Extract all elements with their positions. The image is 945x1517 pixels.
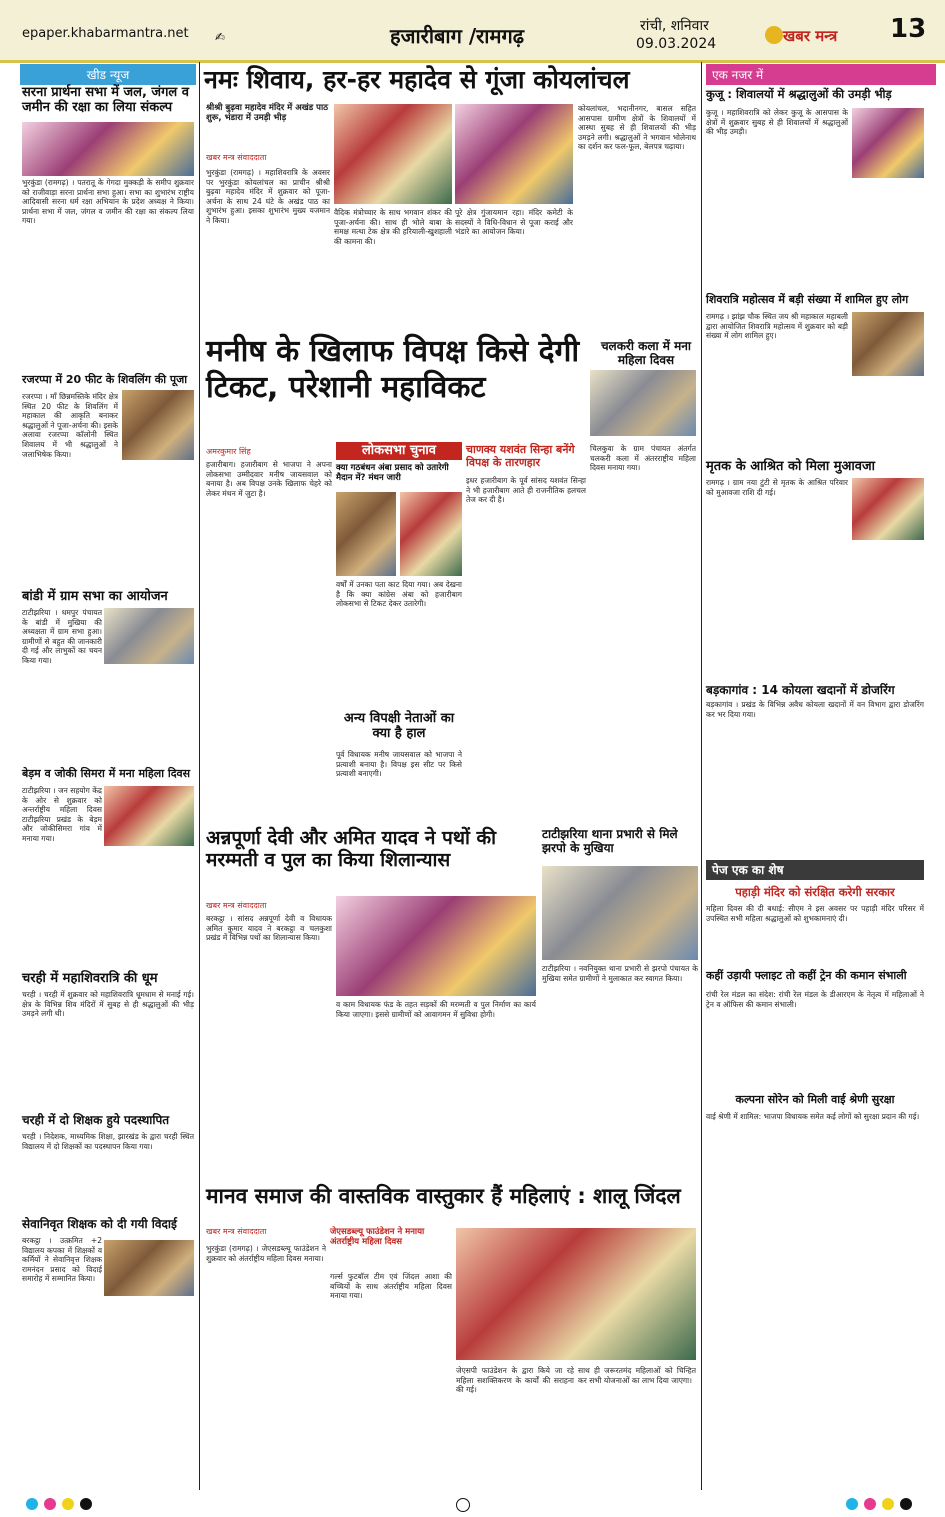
city-title: हजारीबाग /रामगढ़ [390, 24, 524, 48]
left-photo-1 [22, 122, 194, 176]
page-number: 13 [890, 14, 927, 44]
registration-mark-icon [456, 1498, 470, 1512]
right-body-7: वाई श्रेणी में शामिल: भाजपा विधायक समेत कई लोगों को सुरक्षा प्रदान की गई। [706, 1112, 920, 1121]
right-headline-5: पहाड़ी मंदिर को संरक्षित करेगी सरकार [735, 885, 895, 899]
color-registration-footer [0, 1490, 945, 1517]
lead-body-2: वैदिक मंत्रोच्चार के साथ भगवान शंकर की पूजा-अर्चना की। साथ ही भोले बाबा के समक्ष मत्था टेक क्षेत्र की हरियाली-खुशहाली की कामना की। [334, 208, 452, 246]
right-photo-2 [852, 312, 924, 376]
left-headline-1: सरना प्रार्थना सभा में जल, जंगल व जमीन की रक्षा का लिया संकल्प [22, 85, 189, 115]
right-headline-1: कुजू : शिवालयों में श्रद्धालुओं की उमड़ी भीड़ [706, 87, 892, 101]
section-label: खीड न्यूज [20, 64, 196, 85]
lead-body-1: भुरकुंडा (रामगढ़) । महाशिवरात्रि के अवसर पर भुरकुंडा कोयलांचल का प्राचीन श्रीश्री बुढ़वा महादेव मंदिर में शुक्रवार को पूजा-अर्चना के साथ 24 घंटे के अखंड पाठ का शुभारंभ हुआ। इसका शुभारंभ मुख्य यजमान ने किया। [206, 168, 330, 225]
right-body-1: कुजू । महाशिवरात्रि को लेकर कुजू के आसपास के क्षेत्रों में शुक्रवार सुबह से ही शिवालयों में श्रद्धालुओं की भीड़ उमड़ी। [706, 108, 848, 137]
chalkari-body: चिलकुवा के ग्राम पंचायत अंतर्गत चलकरी कला में अंतरराष्ट्रीय महिला दिवस मनाया गया। [590, 444, 696, 473]
right-headline-2: शिवरात्रि महोत्सव में बड़ी संख्या में शामिल हुए लोग [706, 293, 909, 306]
lead-byline: खबर मन्त्र संवाददाता [206, 153, 267, 162]
left-headline-6: चरही में दो शिक्षक हुये पदस्थापित [22, 1113, 170, 1127]
election-body-2: वर्षों में उनका पता काट दिया गया। अब देखना है कि क्या कांग्रेस अंबा को हजारीबाग लोकसभा से टिकट देकर उतारेगी। [336, 580, 462, 609]
left-body-5: चरही । चरही में शुक्रवार को महाशिवरात्रि धूमधाम से मनाई गई। क्षेत्र के विभिन्न शिव मंदिरों में सुबह से ही श्रद्धालुओं की भीड़ उमड़ने लगी थी। [22, 990, 194, 1019]
left-body-6: चरही । निदेशक, माध्यमिक शिक्षा, झारखंड के द्वारा चरही स्थित विद्यालय में दो शिक्षकों का पदस्थापन किया गया। [22, 1132, 194, 1151]
cursor-icon: ✍ [215, 30, 226, 44]
left-body-3: टाटीझरिया । धमपुर पंचायत के बांडी में मुखिया की अध्यक्षता में ग्राम सभा हुआ। ग्रामीणों से बहुत की जानकारी दी गई और लाभुकों का चयन किया गया। [22, 608, 102, 665]
issue-date: 09.03.2024 [636, 36, 717, 52]
place-day: रांची, शनिवार [640, 18, 709, 34]
candidate-photo-2 [400, 492, 462, 576]
tatijhariya-headline: टाटीझरिया थाना प्रभारी से मिले झरपो के मुखिया [542, 827, 678, 855]
candidate-photo-1 [336, 492, 396, 576]
right-body-2: रामगढ़ । झांझ चौक स्थित जय श्री महाकाल महाबली द्वारा आयोजित शिवरात्रि महोत्सव में शुक्रवार को बड़ी संख्या में लोग शामिल हुए। [706, 312, 848, 341]
at-a-glance-tag: एक नजर में [706, 64, 936, 85]
right-photo-1 [852, 108, 924, 178]
left-headline-4: बेड़म व जोकी सिमरा में मना महिला दिवस [22, 767, 191, 780]
manav-headline: मानव समाज की वास्तविक वास्तुकार हैं महिलाएं : शालू जिंदल [206, 1184, 681, 1208]
manav-body-2: गर्ल्स फुटबॉल टीम एवं जिंदल आशा की बच्चियों के साथ अंतर्राष्ट्रीय महिला दिवस मनाया गया। [330, 1272, 452, 1301]
magenta-dot-icon [44, 1498, 56, 1510]
column-divider [199, 62, 200, 1490]
left-headline-5: चरही में महाशिवरात्रि की धूम [22, 971, 158, 986]
brand-logo-icon [765, 26, 783, 44]
main-headline: मनीष के खिलाफ विपक्ष किसे देगी टिकट, परेशानी महाविकट [206, 334, 580, 405]
magenta-dot-icon [864, 1498, 876, 1510]
left-body-4: टाटीझरिया । जन सहयोग केंद्र के ओर से शुक्रवार को अन्तर्राष्ट्रीय महिला दिवस टाटीझरिया प्रखंड के बेड़म और जोकीसिमरा गांव में मनाया गया। [22, 786, 102, 843]
continued-bar: पेज एक का शेष [706, 860, 924, 880]
left-body-2: रजरप्पा । माँ छिन्नमस्तिके मंदिर क्षेत्र स्थित 20 फीट के शिवलिंग में महाकाल की आकृति बनाकर श्रद्धालुओं ने पूजा-अर्चना की। इसके अलावा रजरप्पा कॉलोनी स्थित शिवालय में भी श्रद्धालुओं ने जलाभिषेक किया। [22, 392, 118, 459]
left-body-7: बरकट्ठा । उत्क्रमित +2 विद्यालय कपका में शिक्षकों व कर्मियों ने सेवानिवृत्त शिक्षक रामनंदन प्रसाद को विदाई समारोह में सम्मानित किया। [22, 1236, 102, 1284]
black-dot-icon [900, 1498, 912, 1510]
manav-subhead: जेएसडब्ल्यू फाउंडेशन ने मनाया अंतर्राष्ट्रीय महिला दिवस [330, 1227, 425, 1247]
annapurna-byline: खबर मन्त्र संवाददाता [206, 901, 267, 910]
right-headline-7: कल्पना सोरेन को मिली वाई श्रेणी सुरक्षा [735, 1093, 895, 1106]
column-divider-right [701, 62, 702, 1490]
lead-headline: नमः शिवाय, हर-हर महादेव से गूंजा कोयलांचल [204, 65, 630, 94]
lead-body-4: कोयलांचल, भदानीनगर, बासल सहित आसपास ग्रामीण क्षेत्रों के शिवालयों में आस्था सुबह से ही शिवालयों की भीड़ उमड़ने लगी। श्रद्धालुओं ने भगवान भोलेनाथ का दर्शन कर फल-फूल, बेलपत्र चढ़ाया। [578, 104, 696, 152]
left-body-1: भुरकुंडा (रामगढ़) । पतरातू के गेगदा मुक्कड़ी के समीप शुक्रवार को राजीवाड़ा सरना प्रार्थना सभा हुआ। सभा का शुभारंभ राष्ट्रीय आदिवासी सरना धर्म रक्षा अभियान के प्रदेश अध्यक्ष ने किया। प्रार्थना सभा में जल, जंगल व जमीन की रक्षा का संकल्प लिया गया। [22, 178, 194, 226]
right-body-5: महिला दिवस की दी बधाई: सीएम ने इस अवसर पर पहाड़ी मंदिर परिसर में उपस्थित सभी महिला श्रद्धालुओं को शुभकामनाएं दी। [706, 904, 924, 923]
lead-body-3: पूरे क्षेत्र गुंजायमान रहा। मंदिर कमेटी के सदस्यों ने विधि-विधान से पूजा कराई और भंडारे का आयोजन किया। [455, 208, 573, 237]
yashwant-headline: चाणक्य यशवंत सिन्हा बनेंगे विपक्ष के तारणहार [466, 443, 575, 469]
lead-photo-2 [455, 104, 573, 204]
right-body-4: बड़कागांव । प्रखंड के विभिन्न अवैध कोयला खदानों में वन विभाग द्वारा डोजरिंग कर भर दिया गया। [706, 700, 924, 719]
election-tag: लोकसभा चुनाव [336, 442, 462, 460]
black-dot-icon [80, 1498, 92, 1510]
site-url[interactable]: epaper.khabarmantra.net [22, 26, 189, 41]
cyan-dot-icon [846, 1498, 858, 1510]
right-headline-3: मृतक के आश्रित को मिला मुआवजा [706, 459, 876, 474]
yellow-dot-icon [62, 1498, 74, 1510]
annapurna-headline: अन्नपूर्णा देवी और अमित यादव ने पथों की मरम्मती व पुल का किया शिलान्यास [206, 827, 497, 871]
lead-photo-1 [334, 104, 452, 204]
manav-photo [456, 1228, 696, 1360]
left-photo-2 [122, 390, 194, 460]
manav-body-3: जेएसपी फाउंडेशन के द्वारा किये जा रहे महिला सशक्तिकरण के कार्यों की सराहना की गई। [456, 1366, 574, 1395]
right-body-3: रामगढ़ । ग्राम नया टुंटी से मृतक के आश्रित परिवार को मुआवजा राशि दी गई। [706, 478, 848, 497]
election-body-1: हजारीबाग। हजारीबाग से भाजपा ने अपना लोकसभा उम्मीदवार मनीष जायसवाल को बनाया है। अब विपक्ष उनके खिलाफ चेहरे को लेकर मंथन में जुटा है। [206, 460, 332, 498]
left-headline-7: सेवानिवृत शिक्षक को दी गयी विदाई [22, 1217, 177, 1231]
left-photo-3 [104, 608, 194, 664]
story-byline: अमरकुमार सिंह [206, 447, 251, 456]
cyan-dot-icon [26, 1498, 38, 1510]
chalkari-photo [590, 370, 696, 436]
election-subhead: क्या गठबंधन अंबा प्रसाद को उतारेगी मैदान में? मंथन जारी [336, 463, 449, 483]
yellow-dot-icon [882, 1498, 894, 1510]
right-photo-3 [852, 478, 924, 540]
election-body-3: पूर्व विधायक मनीष जायसवाल को भाजपा ने प्रत्याशी बनाया है। विपक्ष इस सीट पर किसे प्रत्याशी बनाएगी। [336, 750, 462, 779]
chalkari-headline: चलकरी कला में मना महिला दिवस [600, 339, 692, 367]
yashwant-body: इधर हजारीबाग के पूर्व सांसद यशवंत सिन्हा ने भी हजारीबाग आते ही राजनीतिक हलचल तेज कर दी है। [466, 476, 586, 505]
brand-name: खबर मन्त्र [783, 27, 838, 45]
right-headline-4: बड़कागांव : 14 कोयला खदानों में डोजरिंग [706, 683, 895, 697]
tatijhariya-body: टाटीझरिया । नवनियुक्त थाना प्रभारी से झरपो पंचायत के मुखिया समेत ग्रामीणों ने मुलाकात कर स्वागत किया। [542, 964, 698, 983]
left-photo-4 [104, 786, 194, 846]
right-headline-6: कहीं उड़ायी फ्लाइट तो कहीं ट्रेन की कमान संभाली [706, 969, 907, 982]
tatijhariya-photo [542, 866, 698, 960]
left-photo-5 [104, 1240, 194, 1296]
left-headline-2: रजरप्पा में 20 फीट के शिवलिंग की पूजा [22, 373, 188, 386]
manav-body-1: भुरकुंडा (रामगढ़) । जेएसडब्ल्यू फाउंडेशन ने शुक्रवार को अंतर्राष्ट्रीय महिला दिवस मनाया। [206, 1244, 326, 1263]
manav-body-4: साथ ही जरूरतमंद महिलाओं को चिन्हित कर सभी योजनाओं का लाभ दिया जाएगा। [578, 1366, 696, 1385]
annapurna-body-2: व काम विधायक फंड के तहत सड़कों की मरम्मती व पुल निर्माण का कार्य किया जाएगा। इससे ग्रामीणों को आवागमन में सुविधा होगी। [336, 1000, 536, 1019]
annapurna-body-1: बरकट्ठा । सांसद अन्नपूर्णा देवी व विधायक अमित कुमार यादव ने बरकट्ठा व चलकुशा प्रखंड में विभिन्न पथों का शिलान्यास किया। [206, 914, 332, 943]
opposition-headline: अन्य विपक्षी नेताओं का क्या है हाल [343, 711, 455, 741]
manav-byline: खबर मन्त्र संवाददाता [206, 1227, 267, 1236]
right-body-6: रांची रेल मंडल का संदेश: रांची रेल मंडल के डीआरएम के नेतृत्व में महिलाओं ने ट्रेन व ऑफिस की कमान संभाली। [706, 990, 924, 1009]
lead-caption: श्रीश्री बुढ़वा महादेव मंदिर में अखंड पाठ शुरू, भंडारा में उमड़ी भीड़ [206, 103, 329, 123]
left-headline-3: बांडी में ग्राम सभा का आयोजन [22, 589, 168, 604]
annapurna-photo [336, 896, 536, 996]
